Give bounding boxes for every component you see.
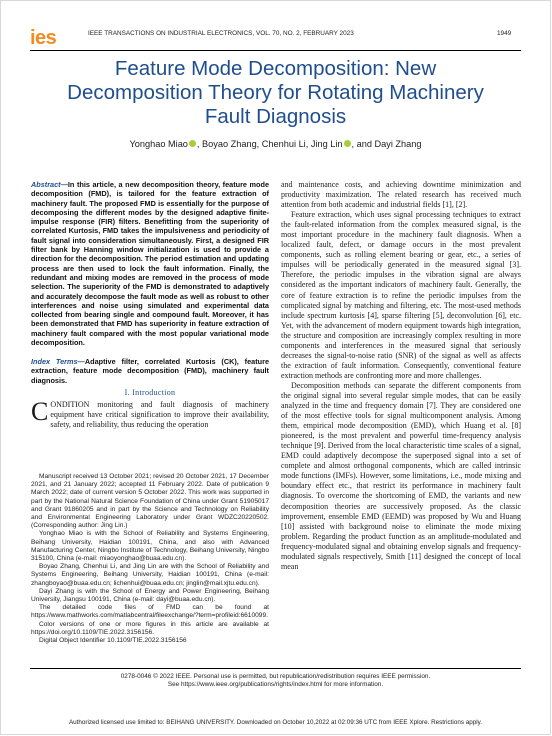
page-number: 1949 — [497, 30, 512, 37]
author-segment-3: , and Dayi Zhang — [351, 139, 422, 149]
journal-header: IEEE TRANSACTIONS ON INDUSTRIAL ELECTRONICS, VOL. 70, NO. 2, FEBRUARY 2023 — [88, 30, 354, 37]
title-line-1: Feature Mode Decomposition: New — [114, 57, 437, 80]
footnote-author-3: Dayi Zhang is with the School of Energy and Power Engineering, Beihang University, Jiangsu 100191, China (e-mail: dayi@buaa.edu.cn). — [31, 587, 269, 604]
index-terms-text: Adaptive filter, correlated Kurtosis (CK), feature extraction, feature mode decomposition (FMD), machinery fault diagnosis. — [31, 357, 269, 385]
authorized-use-notice: Authorized licensed use limited to: BEIHANG UNIVERSITY. Downloaded on October 10,2022 at 02:09:36 UTC from IEEE Xplore. Restrictions apply. — [68, 719, 483, 726]
body-paragraph: Decomposition methods can separate the different components from the original signal into several regular simple modes, that can be easily analyzed in the time and frequency domain [7]. They are considered one of the most effective tools for signal multicomponent analysis. Among them, empirical mode decomposition (EMD), which Huang et al. [8] pioneered, is the most prevalent and powerful time-frequency analysis technique [9]. Derived from the local characteristic time scales of a signal, EMD could adaptively decompose the superposed signal into a set of complete and almost orthogonal components, which are called intrinsic mode functions (IMFs). However, some limitations, i.e., mode mixing and boundary effect etc., that restrict its performance in machinery fault diagnosis. To overcome the shortcoming of EMD, the variants and new decomposition theories are successively proposed. As the classic improvement, ensemble EMD (EEMD) was proposed by Wu and Huang [10] assisted with background noise to eliminate the mode mixing problem. Regarding the product function as an amplitude-modulated and frequency-modulated signal and obtaining envelop signals and frequency-modulated signals respectively, Smith [11] designed the concept of local mean — [281, 380, 521, 571]
orcid-icon[interactable] — [189, 140, 196, 147]
footer-rule — [30, 668, 521, 669]
title-line-3: Fault Diagnosis — [204, 105, 347, 128]
footnotes — [31, 473, 269, 645]
header-rule — [30, 50, 521, 51]
introduction-text: ONDITION monitoring and fault diagnosis of machinery equipment have critical signification to improve their availability, safety, and reliability, thus reducing the operation — [50, 400, 269, 429]
body-paragraph: and maintenance costs, and achieving downtime minimization and productivity maximization. The related research has received much attention from both academic and industrial fields [1], [2]. — [281, 180, 521, 210]
footnote-author-1: Yonghao Miao is with the School of Reliability and Systems Engineering, Beihang University, Haidian 100191, China, and also with Advanced Manufacturing Center, Ningbo Institute of Technology, Beihang University, Ningbo 315100, China (e-mail: miaoyonghao@buaa.edu.cn). — [31, 530, 269, 563]
copyright-line-2[interactable]: See https://www.ieee.org/publications/rights/index.html for more information. — [167, 681, 384, 689]
author-segment-1: Yonghao Miao — [129, 139, 188, 149]
body-paragraph: Feature extraction, which uses signal processing techniques to extract the fault-related information from the complex measured signal, is the most important procedure in the machinery fault diagnosis. When a localized fault, defect, or damage occurs in the most prevalent components, such as rolling element bearing or gear, etc., a series of impulses will be periodically generated in the measured signal [3]. Therefore, the periodic impulses in the vibration signal are always considered as the important indicators of machinery fault. Generally, the core of feature extraction is to refine the periodic impulses from the complicated signal by matching and filtering, etc. The most-used methods include spectrum kurtosis [4], sparse filtering [5], deconvolution [6], etc. Yet, with the advancement of modern equipment towards high integration, the structure and composition are increasingly complex resulting in more components and interferences in the measured signal that seriously decreases the signal-to-noise ratio (SNR) of the signal as well as affects the extraction of fault information. Consequently, conventional feature extraction methods are confronting more and more challenges. — [281, 210, 521, 380]
index-terms — [31, 357, 269, 385]
footnote-author-2: Boyao Zhang, Chenhui Li, and Jing Lin are with the School of Reliability and Systems Engineering, Beihang University, Haidian 100191, China (e-mail: zhangboyao@buaa.edu.cn; lichenhui@buaa.edu.cn; jinglin@mail.xjtu.edu.cn). — [31, 563, 269, 587]
copyright-line-1: 0278-0046 © 2022 IEEE. Personal use is permitted, but republication/redistribution requires IEEE permission. — [120, 673, 431, 680]
orcid-icon[interactable] — [344, 140, 351, 147]
abstract — [31, 180, 269, 347]
title-line-2: Decomposition Theory for Rotating Machinery — [67, 81, 484, 104]
author-list — [30, 139, 521, 149]
copyright-notice — [30, 673, 521, 690]
footnote-code[interactable]: The detailed code files of FMD can be found at https://www.mathworks.com/matlabcentral/fileexchange/?term=profileid:6610099. — [31, 604, 269, 620]
footnote-doi: Digital Object Identifier 10.1109/TIE.2022.3156156 — [39, 637, 187, 645]
right-column — [281, 180, 521, 572]
abstract-text: In this article, a new decomposition theory, feature mode decomposition (FMD), is tailored for the feature extraction of machinery fault. The proposed FMD is essentially for the purpose of decomposing the different modes by the designed adaptive finite-impulse response (FIR) filters. Benefitting from the superiority of correlated Kurtosis, FMD takes the impulsiveness and periodicity of fault signal into consideration simultaneously. First, a designed FIR filter bank by Hanning window initialization is used to provide a direction for the decomposition. The period estimation and updating process are then used to lock the fault information. Finally, the redundant and mixing modes are removed in the process of mode selection. The superiority of the FMD is demonstrated to adaptively and accurately decompose the fault mode as well as robust to other interferences and noise using simulated and experimental data collected from bearing single and compound fault. Moreover, it has been demonstrated that FMD has superiority in feature extraction of machinery fault compared with the most popular variational mode decomposition. — [31, 180, 269, 348]
abstract-label: Abstract— — [31, 180, 68, 189]
drop-cap: C — [31, 397, 49, 426]
introduction-paragraph — [31, 397, 269, 430]
section-heading-introduction: I. Introduction — [124, 388, 176, 397]
footnote-manuscript: Manuscript received 13 October 2021; revised 20 October 2021, 17 December 2021, and 21 January 2022; accepted 11 February 2022. Date of publication 9 March 2022; date of current version 5 October 2022. This work was supported in part by the National Natural Science Foundation of China under Grant 51905017 and Grant 91860205 and in part by the Science and Technology on Reliability and Environmental Engineering Laboratory under Grant WDZC20220502. (Corresponding author: Jing Lin.) — [31, 473, 269, 530]
ies-logo: ies — [30, 27, 57, 49]
index-terms-label: Index Terms— — [31, 357, 85, 366]
author-segment-2: , Boyao Zhang, Chenhui Li, Jing Lin — [196, 139, 343, 149]
footnote-color[interactable]: Color versions of one or more figures in this article are available at https://doi.org/10.1109/TIE.2022.3156156. — [31, 620, 269, 636]
paper-title — [30, 57, 521, 129]
